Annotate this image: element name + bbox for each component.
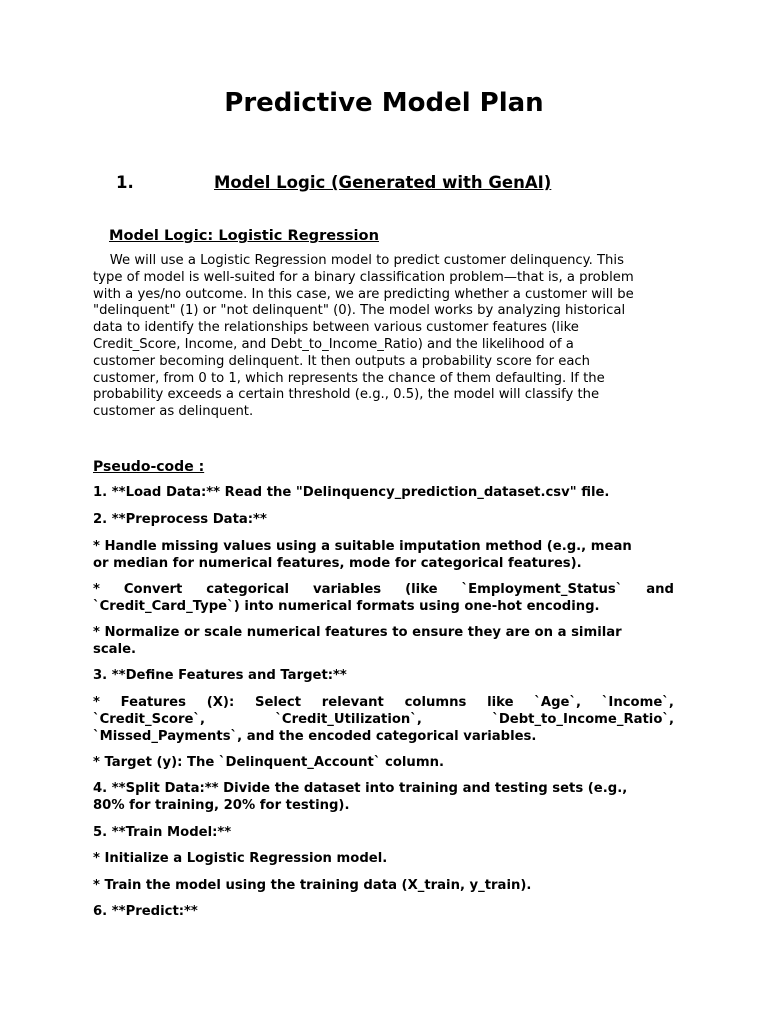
bullet-train: * Train the model using the training data (X_train, y_train).	[93, 878, 532, 893]
pseudo-code-label: Pseudo-code :	[93, 459, 205, 475]
bullet-line: or median for numerical features, mode for categorical features).	[93, 555, 582, 571]
section-number: 1.	[116, 173, 134, 192]
intro-line: with a yes/no outcome. In this case, we are predicting whether a customer will be	[93, 286, 634, 302]
section-heading-text: Model Logic (Generated with GenAI)	[214, 173, 552, 192]
step-define-features: 3. **Define Features and Target:**	[93, 668, 347, 683]
bullet-line: `Credit_Card_Type`) into numerical formats using one-hot encoding.	[93, 598, 600, 614]
page-title: Predictive Model Plan	[224, 88, 544, 118]
section-heading	[116, 172, 551, 194]
step-split-data	[93, 781, 674, 815]
bullet-features	[93, 695, 674, 745]
intro-line: customer as delinquent.	[93, 404, 254, 420]
bullet-normalize	[93, 625, 674, 659]
step-line: 80% for training, 20% for testing).	[93, 797, 350, 813]
intro-line: "delinquent" (1) or "not delinquent" (0). The model works by analyzing historical	[93, 303, 626, 319]
subheading-text: Model Logic: Logistic Regression	[109, 227, 379, 244]
intro-paragraph	[93, 253, 679, 421]
bullet-line: scale.	[93, 641, 137, 657]
bullet-initialize: * Initialize a Logistic Regression model.	[93, 851, 388, 866]
subheading	[93, 226, 379, 246]
step-line: 4. **Split Data:** Divide the dataset into training and testing sets (e.g.,	[93, 781, 628, 796]
intro-line: data to identify the relationships between various customer features (like	[93, 320, 579, 336]
step-preprocess-data: 2. **Preprocess Data:**	[93, 512, 267, 527]
justified-line: * Convert categorical variables (like `Employment_Status` and	[93, 582, 674, 597]
bullet-line: * Handle missing values using a suitable imputation method (e.g., mean	[93, 539, 632, 554]
step-predict: 6. **Predict:**	[93, 904, 198, 919]
intro-line: customer, from 0 to 1, which represents the chance of them defaulting. If the	[93, 370, 605, 386]
intro-line: customer becoming delinquent. It then outputs a probability score for each	[93, 353, 591, 369]
bullet-convert-categorical	[93, 582, 674, 616]
intro-line: probability exceeds a certain threshold (e.g., 0.5), the model will classify the	[93, 387, 600, 403]
bullet-handle-missing	[93, 539, 674, 573]
bullet-target: * Target (y): The `Delinquent_Account` column.	[93, 755, 444, 770]
step-train-model: 5. **Train Model:**	[93, 825, 232, 840]
bullet-line: `Missed_Payments`, and the encoded categorical variables.	[93, 728, 537, 744]
justified-line: * Features (X): Select relevant columns like `Age`, `Income`,	[93, 695, 674, 710]
section-heading-underline	[138, 173, 551, 192]
intro-line: type of model is well-suited for a binary classification problem—that is, a problem	[93, 269, 634, 285]
bullet-line: * Normalize or scale numerical features to ensure they are on a similar	[93, 625, 622, 640]
justified-line: `Credit_Score`, `Credit_Utilization`, `Debt_to_Income_Ratio`,	[93, 711, 674, 727]
step-load-data: 1. **Load Data:** Read the "Delinquency_prediction_dataset.csv" file.	[93, 485, 610, 500]
intro-line: We will use a Logistic Regression model to predict customer delinquency. This	[109, 253, 624, 268]
intro-line: Credit_Score, Income, and Debt_to_Income_Ratio) and the likelihood of a	[93, 336, 574, 352]
